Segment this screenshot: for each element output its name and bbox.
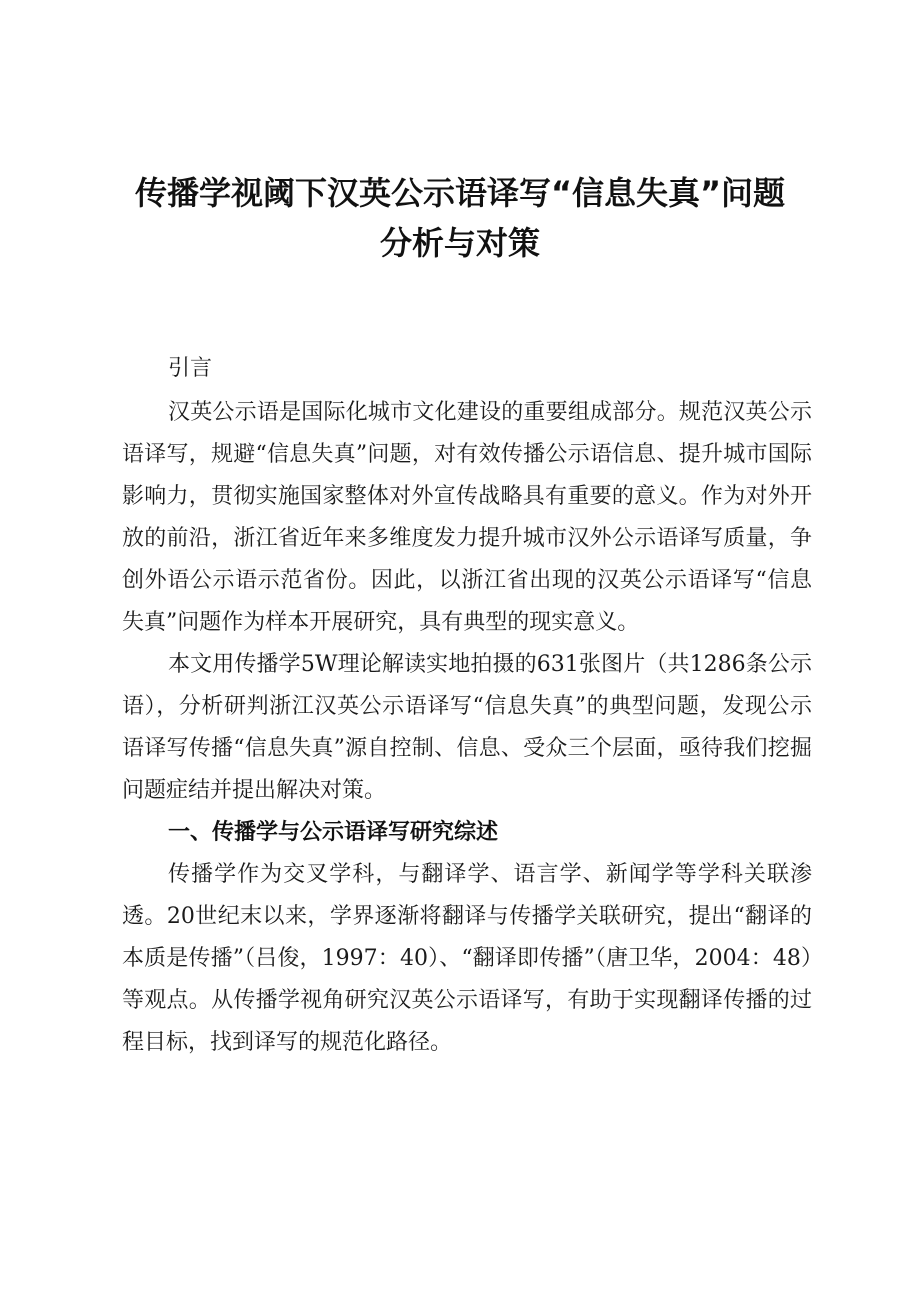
document-title-line-1: 传播学视阈下汉英公示语译写“信息失真”问题 [134,174,786,212]
intro-paragraph-2: 本文用传播学5W理论解读实地拍摄的631张图片（共1286条公示语），分析研判浙江汉英公示语译写“信息失真”的典型问题，发现公示语译写传播“信息失真”源自控制、信息、受众三个层面，亟待我们挖掘问题症结并提出解决对策。 [122,652,812,803]
intro-paragraph-1: 汉英公示语是国际化城市文化建设的重要组成部分。规范汉英公示语译写，规避“信息失真”问题，对有效传播公示语信息、提升城市国际影响力，贯彻实施国家整体对外宣传战略具有重要的意义。作为对外开放的前沿，浙江省近年来多维度发力提升城市汉外公示语译写质量，争创外语公示语示范省份。因此，以浙江省出现的汉英公示语译写“信息失真”问题作为样本开展研究，具有典型的现实意义。 [122,400,812,635]
section-1-paragraph: 传播学作为交叉学科，与翻译学、语言学、新闻学等学科关联渗透。20世纪末以来，学界逐渐将翻译与传播学关联研究，提出“翻译的本质是传播”（吕俊，1997：40）、“翻译即传播”（唐卫华，2004：48）等观点。从传播学视角研究汉英公示语译写，有助于实现翻译传播的过程目标，找到译写的规范化路径。 [122,862,812,1055]
document-title-line-2: 分析与对策 [379,224,540,262]
intro-label: 引言 [168,356,213,381]
document-body [122,348,812,1064]
section-1-heading: 一、传播学与公示语译写研究综述 [168,820,499,845]
